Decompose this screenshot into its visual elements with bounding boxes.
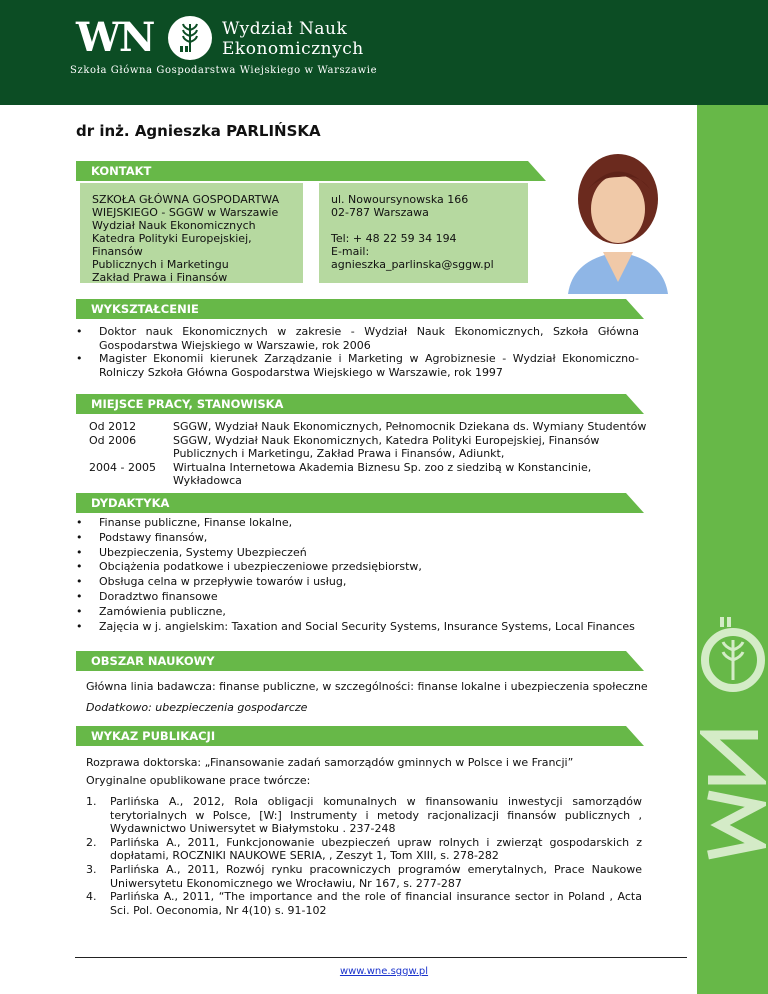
list-item: • Finanse publiczne, Finanse lokalne, <box>76 516 293 529</box>
list-item: Od 2012 SGGW, Wydział Nauk Ekonomicznych, Pełnomocnik Dziekana ds. Wymiany Studentów <box>89 420 647 433</box>
wne-logo: WN <box>76 14 154 61</box>
section-header-work: MIEJSCE PRACY, STANOWISKA <box>76 394 626 414</box>
phone-number: Tel: + 48 22 59 34 194 <box>331 232 457 245</box>
list-item: • Obsługa celna w przepływie towarów i usług, <box>76 575 347 589</box>
list-item: • Zamówienia publiczne, <box>76 604 226 618</box>
contact-institution-box <box>80 183 303 283</box>
list-item: • Doktor nauk Ekonomicznych w zakresie - Wydział Nauk Ekonomicznych, Szkoła Główna Gospodarstwa Wiejskiego w Warszawie, rok 2006 <box>76 325 639 352</box>
portrait-photo <box>548 134 688 294</box>
footer-website-link[interactable]: www.wne.sggw.pl <box>339 966 429 977</box>
footer-divider <box>75 957 687 958</box>
list-item: • Podstawy finansów, <box>76 530 208 544</box>
doctoral-thesis: Rozprawa doktorska: „Finansowanie zadań samorządów gminnych w Polsce i we Francji” <box>86 756 574 769</box>
section-header-education: WYKSZTAŁCENIE <box>76 299 626 319</box>
publication-list <box>86 795 642 917</box>
list-item: 4. Parlińska A., 2011, “The importance and the role of financial insurance sector in Poland , Acta Sci. Pol. Oeconomia, Nr 4(10) s. 91-102 <box>86 890 642 917</box>
section-header-contact: KONTAKT <box>76 161 528 181</box>
list-item: 2. Parlińska A., 2011, Funkcjonowanie ubezpieczeń upraw rolnych i zwierząt gospodarskich z dopłatami, ROCZNIKI NAUKOWE SERIA, , Zeszyt 1, Tom XIII, s. 278-282 <box>86 835 642 863</box>
work-list <box>89 420 659 488</box>
contact-line: WIEJSKIEGO - SGGW w Warszawie <box>92 206 279 219</box>
address-line: 02-787 Warszawa <box>331 206 429 219</box>
wne-vertical-logo-icon <box>700 555 766 865</box>
contact-line: SZKOŁA GŁÓWNA GOSPODARTWA <box>92 193 280 206</box>
list-item: • Zajęcia w j. angielskim: Taxation and Social Security Systems, Insurance Systems, Local Finances <box>76 619 635 633</box>
header-banner <box>0 0 768 105</box>
contact-line: Katedra Polityki Europejskiej, Finansów <box>92 232 252 258</box>
teaching-list <box>76 516 679 634</box>
email-address: E-mail: agnieszka_parlinska@sggw.pl <box>331 245 494 271</box>
contact-line: Wydział Nauk Ekonomicznych <box>92 219 256 232</box>
list-item: • Obciążenia podatkowe i ubezpieczeniowe przedsiębiorstw, <box>76 560 422 574</box>
address-line: ul. Nowoursynowska 166 <box>331 193 469 206</box>
contact-line: Zakład Prawa i Finansów <box>92 271 228 284</box>
section-header-research: OBSZAR NAUKOWY <box>76 651 626 671</box>
research-extra: Dodatkowo: ubezpieczenia gospodarcze <box>86 701 308 714</box>
research-main: Główna linia badawcza: finanse publiczne, w szczególności: finanse lokalne i ubezpieczenia społeczne <box>86 680 648 693</box>
list-item: • Ubezpieczenia, Systemy Ubezpieczeń <box>76 545 307 559</box>
list-item: 3. Parlińska A., 2011, Rozwój rynku pracowniczych programów emerytalnych, Prace Naukowe Uniwersytetu Ekonomicznego we Wrocławiu, Nr 167, s. 277-287 <box>86 862 642 890</box>
list-item: • Doradztwo finansowe <box>76 589 218 603</box>
list-item: 1. Parlińska A., 2012, Rola obligacji komunalnych w finansowaniu inwestycji samorządów terytorialnych w Polsce, [W:] Instrumenty i metody racjonalizacji finansów publicznych , Wydawnictwo Uniwersytet w Białymstoku . 237-248 <box>86 795 642 836</box>
section-header-teaching: DYDAKTYKA <box>76 493 626 513</box>
faculty-name: Wydział Nauk Ekonomicznych <box>222 19 364 59</box>
publications-intro: Oryginalne opublikowane prace twórcze: <box>86 774 311 787</box>
list-item: • Magister Ekonomii kierunek Zarządzanie i Marketing w Agrobiznesie - Wydział Ekonomiczno- Rolniczy Szkoła Główna Gospodarstwa Wiejskiego w Warszawie, rok 1997 <box>76 352 639 379</box>
contact-line: Publicznych i Marketingu <box>92 258 229 271</box>
list-item: 2004 - 2005 Wirtualna Internetowa Akademia Biznesu Sp. zoo z siedzibą w Konstancinie, Wykładowca <box>89 460 592 487</box>
contact-address-box <box>319 183 528 283</box>
education-list <box>76 325 639 379</box>
list-item: Od 2006 SGGW, Wydział Nauk Ekonomicznych, Katedra Polityki Europejskiej, Finansów Publicznych i Marketingu, Zakład Prawa i Finansów, Adiunkt, <box>89 433 600 460</box>
university-name: Szkoła Główna Gospodarstwa Wiejskiego w Warszawie <box>70 65 378 76</box>
wheat-emblem-icon <box>168 16 212 60</box>
person-name: dr inż. Agnieszka PARLIŃSKA <box>76 122 321 140</box>
section-header-publications: WYKAZ PUBLIKACJI <box>76 726 626 746</box>
